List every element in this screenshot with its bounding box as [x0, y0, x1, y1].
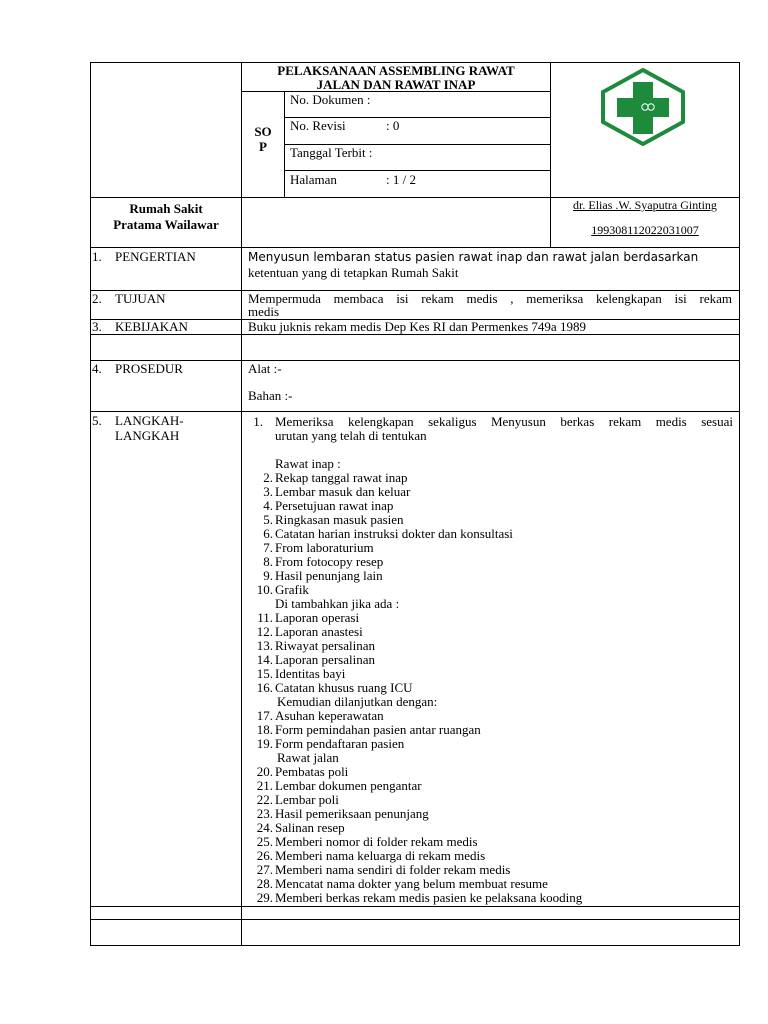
step-number: 28.: [256, 876, 273, 891]
step-item: [249, 737, 735, 751]
header-line: [284, 170, 551, 171]
step-text: Laporan operasi: [275, 610, 360, 625]
step-text: Catatan khusus ruang ICU: [275, 680, 413, 695]
step-item: [249, 471, 735, 485]
row-line: [90, 906, 740, 907]
step-item: [249, 681, 735, 695]
section-number: 2.: [92, 291, 102, 306]
step-number: 21.: [256, 778, 273, 793]
step-item: [249, 793, 735, 807]
step-item: [249, 863, 735, 877]
step-text: Hasil penunjang lain: [275, 568, 383, 583]
step-item: [249, 709, 735, 723]
step-item: [249, 415, 735, 429]
prosedur-bahan: Bahan :-: [248, 388, 293, 403]
step-item: [249, 779, 735, 793]
halaman-label: Halaman: [290, 172, 337, 187]
signer-nip: 199308112022031007: [591, 223, 699, 237]
step-text: Catatan harian instruksi dokter dan konsultasi: [275, 526, 513, 541]
step-number: 15.: [256, 666, 273, 681]
step-number: 5.: [263, 512, 273, 527]
step-text: Ringkasan masuk pasien: [275, 512, 404, 527]
step-item: [249, 807, 735, 821]
step-text: Memeriksa kelengkapan sekaligus Menyusun berkas rekam medis sesuai: [275, 414, 733, 429]
step-number: 16.: [256, 680, 273, 695]
step-item: [249, 583, 735, 597]
step-number: 22.: [256, 792, 273, 807]
prosedur-alat: Alat :-: [248, 361, 282, 376]
step-number: 6.: [263, 526, 273, 541]
step-text: Salinan resep: [275, 820, 345, 835]
sop-label-line2: P: [259, 139, 267, 154]
steps-group-rawat-inap: [249, 471, 735, 597]
document-title-line2: JALAN DAN RAWAT INAP: [316, 77, 476, 92]
section-label-kebijakan: KEBIJAKAN: [115, 319, 188, 334]
step-item: [249, 555, 735, 569]
row-line: [90, 919, 740, 920]
step-number: 19.: [256, 736, 273, 751]
table-border-bottom: [90, 945, 740, 946]
step-text: Lembar masuk dan keluar: [275, 484, 411, 499]
step-text: Lembar dokumen pengantar: [275, 778, 422, 793]
step-number: 12.: [256, 624, 273, 639]
step-number: 2.: [263, 470, 273, 485]
table-column-divider: [241, 62, 242, 946]
step-number: 8.: [263, 554, 273, 569]
step-number: 4.: [263, 498, 273, 513]
no-revisi-label: No. Revisi: [290, 118, 346, 133]
no-revisi-value: : 0: [386, 118, 400, 133]
section-label-prosedur: PROSEDUR: [115, 361, 183, 376]
step-text: Form pemindahan pasien antar ruangan: [275, 722, 481, 737]
step-text: Memberi nomor di folder rekam medis: [275, 834, 478, 849]
pengertian-text-line1: Menyusun lembaran status pasien rawat inap dan rawat jalan berdasarkan: [248, 250, 699, 264]
tujuan-text-line2: medis: [248, 304, 280, 319]
section-number: 5.: [92, 413, 102, 428]
section-label-langkah-line1: LANGKAH-: [115, 413, 184, 428]
step-text: Laporan anastesi: [275, 624, 363, 639]
step-item: [249, 667, 735, 681]
step-text: Mencatat nama dokter yang belum membuat resume: [275, 876, 548, 891]
row-line: [90, 247, 740, 248]
spacer-line: [249, 443, 735, 457]
step-text: Laporan persalinan: [275, 652, 375, 667]
step-item: [249, 891, 735, 905]
tanggal-terbit-field: Tanggal Terbit :: [290, 145, 373, 160]
step-item: [249, 541, 735, 555]
step-item: [249, 611, 735, 625]
step-number: 20.: [256, 764, 273, 779]
step-text: Hasil pemeriksaan penunjang: [275, 806, 429, 821]
step-number: 9.: [263, 568, 273, 583]
step-number: 23.: [256, 806, 273, 821]
step-text: Lembar poli: [275, 792, 339, 807]
step-text: Memberi nama sendiri di folder rekam medis: [275, 862, 511, 877]
step-item: [249, 849, 735, 863]
tambahan-heading: Di tambahkan jika ada :: [275, 596, 400, 611]
step-text: Identitas bayi: [275, 666, 346, 681]
step-item: [249, 513, 735, 527]
step-number: 1.: [253, 414, 263, 429]
rawat-jalan-heading: Rawat jalan: [277, 750, 339, 765]
step-item: [249, 723, 735, 737]
step-item: [249, 499, 735, 513]
halaman-value: : 1 / 2: [386, 172, 416, 187]
row-line: [90, 411, 740, 412]
section-label-pengertian: PENGERTIAN: [115, 249, 196, 264]
step-number: 10.: [256, 582, 273, 597]
step-number: 24.: [256, 820, 273, 835]
tujuan-text-line1: Mempermuda membaca isi rekam medis , memeriksa kelengkapan isi rekam: [248, 291, 732, 306]
no-dokumen-field: No. Dokumen :: [290, 92, 371, 107]
step-item: [249, 653, 735, 667]
step-text: Asuhan keperawatan: [275, 708, 384, 723]
step-text: From laboraturium: [275, 540, 374, 555]
step-item: [249, 527, 735, 541]
hospital-name-line2: Pratama Wailawar: [113, 217, 219, 232]
document-title-line1: PELAKSANAAN ASSEMBLING RAWAT: [277, 63, 515, 78]
step-item: [249, 625, 735, 639]
step-number: 3.: [263, 484, 273, 499]
step-number: 14.: [256, 652, 273, 667]
table-border-right: [739, 62, 740, 946]
step-item: [249, 639, 735, 653]
section-number: 1.: [92, 249, 102, 264]
header-logo-divider: [550, 62, 551, 248]
step-number: 26.: [256, 848, 273, 863]
step-text: Persetujuan rawat inap: [275, 498, 394, 513]
step-item: [249, 569, 735, 583]
step-item: [249, 877, 735, 891]
steps-group-lanjutan: [249, 709, 735, 751]
step-number: 11.: [257, 610, 273, 625]
step-number: 27.: [256, 862, 273, 877]
hospital-name-line1: Rumah Sakit: [129, 201, 203, 216]
health-cross-logo-icon: [599, 68, 687, 146]
step-text: Grafik: [275, 582, 309, 597]
step-item: [249, 835, 735, 849]
pengertian-text-line2: ketentuan yang di tetapkan Rumah Sakit: [248, 265, 459, 280]
step-number: 17.: [256, 708, 273, 723]
step-text: From fotocopy resep: [275, 554, 384, 569]
step-text: Pembatas poli: [275, 764, 349, 779]
lanjut-heading: Kemudian dilanjutkan dengan:: [277, 694, 438, 709]
section-number: 3.: [92, 319, 102, 334]
sop-label-line1: SO: [254, 124, 272, 139]
step-number: 13.: [256, 638, 273, 653]
step-number: 18.: [256, 722, 273, 737]
step-text-continuation: urutan yang telah di tentukan: [275, 428, 427, 443]
section-number: 4.: [92, 361, 102, 376]
steps-group-tambahan: [249, 611, 735, 695]
section-label-tujuan: TUJUAN: [115, 291, 166, 306]
table-border-left: [90, 62, 91, 946]
signer-name: dr. Elias .W. Syaputra Ginting: [573, 198, 717, 212]
row-line: [90, 334, 740, 335]
step-number: 7.: [263, 540, 273, 555]
step-number: 29.: [256, 890, 273, 905]
kebijakan-text: Buku juknis rekam medis Dep Kes RI dan Permenkes 749a 1989: [248, 319, 586, 334]
step-text: Memberi nama keluarga di rekam medis: [275, 848, 486, 863]
row-line: [90, 360, 740, 361]
step-text: Memberi berkas rekam medis pasien ke pelaksana kooding: [275, 890, 583, 905]
steps-list: [249, 415, 735, 905]
step-item: [249, 821, 735, 835]
section-label-langkah-line2: LANGKAH: [115, 428, 180, 443]
step-text: Riwayat persalinan: [275, 638, 375, 653]
step-item: [249, 485, 735, 499]
step-text: Form pendaftaran pasien: [275, 736, 405, 751]
rawat-inap-heading: Rawat inap :: [275, 456, 341, 471]
steps-group-rawat-jalan: [249, 765, 735, 905]
step-text: Rekap tanggal rawat inap: [275, 470, 408, 485]
step-item: [249, 765, 735, 779]
step-number: 25.: [256, 834, 273, 849]
